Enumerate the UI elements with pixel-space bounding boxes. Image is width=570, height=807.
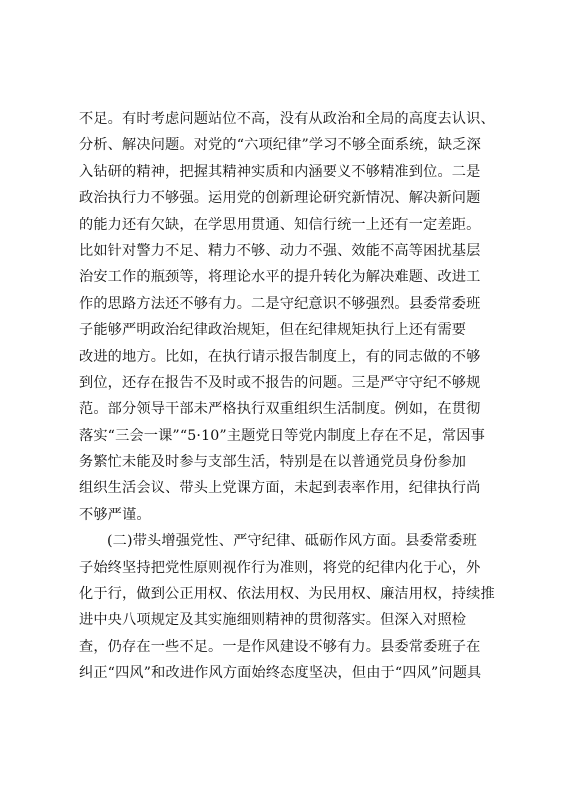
text-line: 比如针对警力不足、精力不够、动力不强、效能不高等困扰基层: [79, 242, 481, 259]
text-line: 进中央八项规定及其实施细则精神的贯彻落实。但深入对照检: [79, 612, 467, 629]
text-line: 范。部分领导干部未严格执行双重组织生活制度。例如，在贯彻: [79, 401, 481, 418]
text-line: 作的思路方法还不够有力。二是守纪意识不够强烈。县委常委班: [79, 295, 481, 312]
section-heading-line: (二)带头增强党性、严守纪律、砥砺作风方面。县委常委班: [107, 533, 477, 550]
text-line: 入钻研的精神，把握其精神实质和内涵要义不够精准到位。二是: [79, 163, 481, 180]
text-line: 化于行，做到公正用权、依法用权、为民用权、廉洁用权，持续推: [79, 586, 495, 603]
text-line: 子始终坚持把党性原则视作行为准则，将党的纪律内化于心，外: [79, 559, 481, 576]
text-line: 组织生活会议、带头上党课方面，未起到表率作用，纪律执行尚: [79, 480, 481, 497]
text-line: 务繁忙未能及时参与支部生活，特别是在以普通党员身份参加: [79, 454, 467, 471]
text-line: 治安工作的瓶颈等，将理论水平的提升转化为解决难题、改进工: [79, 269, 481, 286]
text-line: 纠正“四风”和改进作风方面始终态度坚决，但由于“四风”问题具: [79, 665, 482, 682]
text-line: 落实“三会一课”“5·10”主题党日等党内制度上存在不足，常因事: [79, 427, 485, 444]
text-line: 查，仍存在一些不足。一是作风建设不够有力。县委常委班子在: [79, 638, 481, 655]
text-line: 分析、解决问题。对党的“六项纪律”学习不够全面系统，缺乏深: [79, 137, 481, 154]
text-line: 政治执行力不够强。运用党的创新理论研究新情况、解决新问题: [79, 190, 481, 207]
text-line: 改进的地方。比如，在执行请示报告制度上，有的同志做的不够: [79, 348, 481, 365]
text-line: 子能够严明政治纪律政治规矩，但在纪律规矩执行上还有需要: [79, 322, 467, 339]
text-line: 的能力还有欠缺，在学思用贯通、知信行统一上还有一定差距。: [79, 216, 481, 233]
body-text: [79, 106, 519, 687]
text-line: 到位，还存在报告不及时或不报告的问题。三是严守守纪不够规: [79, 374, 481, 391]
text-line: 不足。有时考虑问题站位不高，没有从政治和全局的高度去认识、: [79, 111, 495, 127]
text-line: 不够严谨。: [79, 506, 151, 523]
